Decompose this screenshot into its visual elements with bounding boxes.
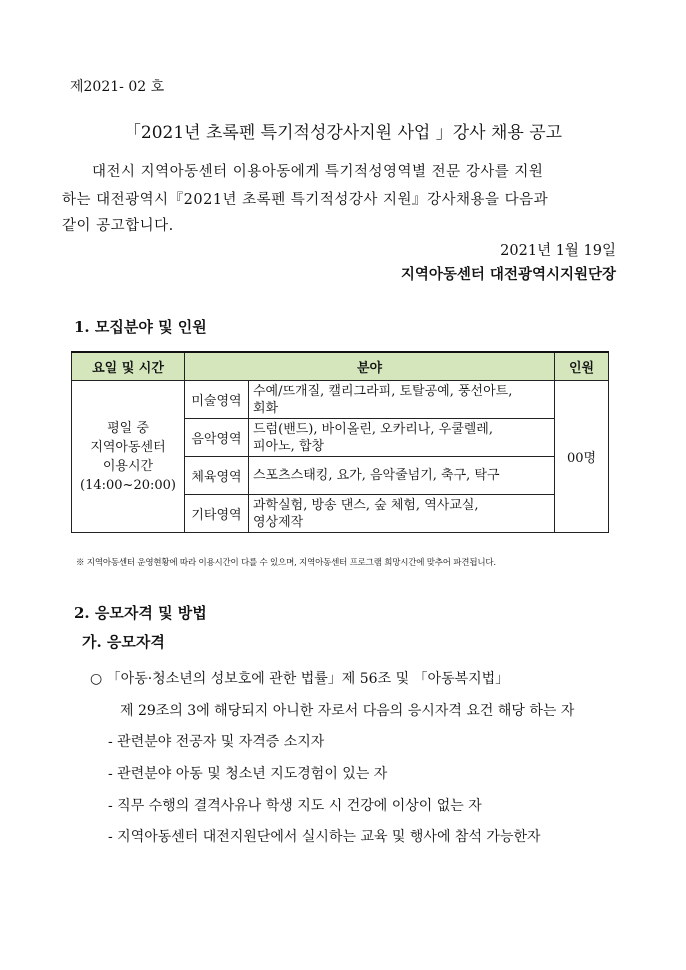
subjects-line: 회화 bbox=[253, 400, 279, 416]
time-line: 지역아동센터 bbox=[90, 439, 166, 455]
subjects-cell bbox=[249, 495, 555, 533]
subjects-cell bbox=[249, 419, 555, 457]
document-number: 제2021- 02 호 bbox=[70, 79, 165, 95]
intro-line-3: 같이 공고합니다. bbox=[62, 218, 174, 234]
requirement-item: - 지역아동센터 대전지원단에서 실시하는 교육 및 행사에 참석 가능한자 bbox=[108, 829, 541, 845]
table-header-row bbox=[72, 352, 609, 381]
sub-heading-eligibility: 가. 응모자격 bbox=[82, 633, 165, 651]
area-cell: 기타영역 bbox=[185, 495, 249, 533]
section-heading-recruitment: 1. 모집분야 및 인원 bbox=[74, 318, 207, 336]
intro-line-2: 하는 대전광역시『2021년 초록펜 특기적성강사 지원』강사채용을 다음과 bbox=[62, 192, 549, 208]
requirement-item: - 직무 수행의 결격사유나 학생 지도 시 건강에 이상이 없는 자 bbox=[108, 798, 482, 814]
table-row bbox=[72, 381, 609, 419]
subjects-line: 수예/뜨개질, 캘리그라피, 토탈공예, 풍선아트, bbox=[253, 383, 513, 399]
signer: 지역아동센터 대전광역시지원단장 bbox=[400, 266, 616, 283]
subjects-line: 스포츠스태킹, 요가, 음악줄넘기, 축구, 탁구 bbox=[253, 468, 500, 483]
time-line: (14:00~20:00) bbox=[80, 477, 176, 493]
area-cell: 음악영역 bbox=[185, 419, 249, 457]
time-line: 평일 중 bbox=[107, 420, 149, 436]
subjects-line: 과학실험, 방송 댄스, 숲 체험, 역사교실, bbox=[253, 497, 479, 513]
requirement-item: - 관련분야 아동 및 청소년 지도경험이 있는 자 bbox=[108, 766, 388, 782]
subjects-line: 드럼(밴드), 바이올린, 오카리나, 우쿨렐레, bbox=[253, 421, 493, 437]
time-line: 이용시간 bbox=[102, 458, 154, 474]
recruitment-table bbox=[71, 351, 609, 533]
time-cell bbox=[72, 381, 185, 533]
announcement-date: 2021년 1월 19일 bbox=[500, 243, 616, 259]
subjects-line: 영상제작 bbox=[253, 514, 304, 530]
area-cell: 체육영역 bbox=[185, 457, 249, 495]
header-time: 요일 및 시간 bbox=[72, 352, 185, 381]
page-title: 「2021년 초록펜 특기적성강사지원 사업 」강사 채용 공고 bbox=[123, 123, 563, 143]
count-cell: 00명 bbox=[555, 381, 609, 533]
condition-line-2: 제 29조의 3에 해당되지 아니한 자로서 다음의 응시자격 요건 해당 하는 자 bbox=[120, 703, 575, 719]
condition-line-1: ○ 「아동·청소년의 성보호에 관한 법률」제 56조 및 「아동복지법」 bbox=[90, 671, 510, 687]
intro-line-1: 대전시 지역아동센터 이용아동에게 특기적성영역별 전문 강사를 지원 bbox=[92, 164, 544, 180]
section-heading-eligibility: 2. 응모자격 및 방법 bbox=[74, 604, 207, 622]
subjects-line: 피아노, 합창 bbox=[253, 438, 325, 454]
header-count: 인원 bbox=[555, 352, 609, 381]
subjects-cell bbox=[249, 381, 555, 419]
requirement-item: - 관련분야 전공자 및 자격증 소지자 bbox=[108, 734, 325, 750]
subjects-cell bbox=[249, 457, 555, 495]
area-cell: 미술영역 bbox=[185, 381, 249, 419]
footnote: ※ 지역아동센터 운영현황에 따라 이용시간이 다를 수 있으며, 지역아동센터 프로그램 희망시간에 맞추어 파견됩니다. bbox=[76, 558, 496, 568]
header-field: 분야 bbox=[185, 352, 555, 381]
